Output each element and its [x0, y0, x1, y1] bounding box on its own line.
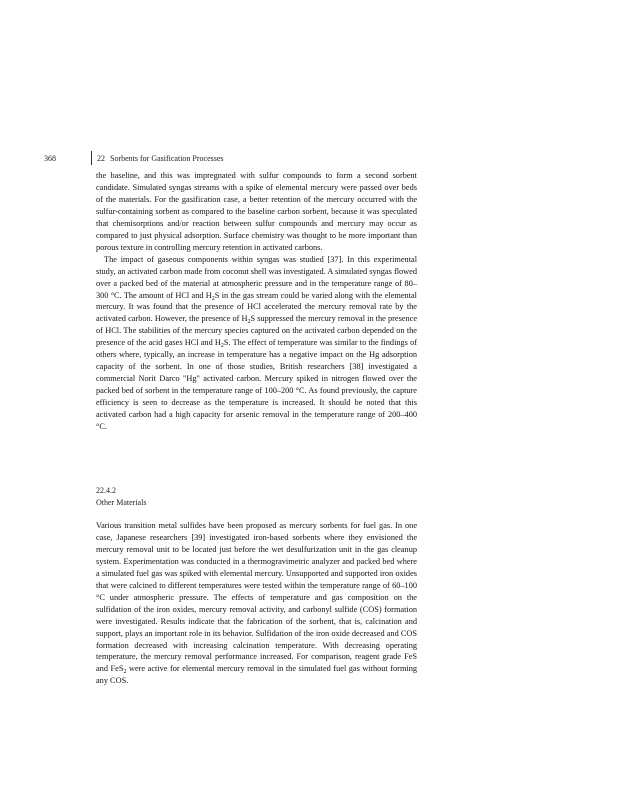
paragraph-text: the baseline, and this was impregnated with sulfur compounds to form a second sorbent candidate. Simulated syngas streams with a spike of elemental mercury were passed over beds of the materials. For the gasification case, a better retention of the mercury occurred with the sulfur-containing sorbent as compared to the baseline carbon sorbent, because it was speculated that chemisorptions and/or reaction between sulfur compounds and mercury may occur as compared to just physical adsorption. Surface chemistry was thought to be more important than porous texture in controlling mercury retention in activated carbons.	[96, 171, 417, 252]
header-divider	[91, 151, 92, 165]
paragraph	[96, 254, 417, 433]
subscript: 2	[220, 343, 224, 350]
paragraph-text: S in the gas stream could be varied along with the elemental mercury. It was found that the presence of HCl accelerated the mercury removal rate by the activated carbon. However, the presence of H	[96, 290, 417, 324]
body-text-top	[96, 170, 417, 433]
subscript: 2	[123, 669, 127, 676]
body-text-bottom	[96, 520, 417, 687]
page-number: 368	[44, 154, 56, 163]
paragraph-text: S suppressed the mercury removal in the presence of HCl. The stabilities of the mercury species captured on the activated carbon depended on the presence of the acid gases HCl and H	[96, 314, 417, 348]
paragraph-text: The impact of gaseous components within syngas was studied [37]. In this experimental study, an activated carbon made from coconut shell was investigated. A simulated syngas flowed over a packed bed of the material at atmospheric pressure and in the temperature range of 80–300 °C. The amount of HCl and H	[96, 254, 417, 300]
paragraph-text: S. The effect of temperature was similar to the findings of others where, typically, an increase in temperature has a negative impact on the Hg adsorption capacity of the sorbent. In one of those studies, British researchers [38] investigated a commercial Norit Darco "Hg" activated carbon. Mercury spiked in nitrogen flowed over the packed bed of sorbent in the temperature range of 100–200 °C. As found previously, the capture efficiency is seen to decrease as the temperature is increased. It should be noted that this activated carbon had a high capacity for arsenic removal in the temperature range of 200–400 °C.	[96, 338, 417, 432]
section-number: 22.4.2	[96, 486, 116, 495]
section-title: Other Materials	[96, 498, 147, 507]
subscript: 2	[247, 319, 251, 326]
subscript: 2	[211, 295, 215, 302]
running-header	[44, 151, 524, 165]
paragraph-text: were active for elemental mercury removal in the simulated fuel gas without forming any COS.	[96, 664, 418, 686]
paragraph-text: Various transition metal sulfides have been proposed as mercury sorbents for fuel gas. In one case, Japanese researchers [39] investigated iron-based sorbents where they envisioned the mercury removal unit to be located just before the wet desulfurization unit in the gas cleanup system. Experimentation was conducted in a thermogravimetric analyzer and packed bed where a simulated fuel gas was spiked with elemental mercury. Unsupported and supported iron oxides that were calcined to different temperatures were tested within the temperature range of 60–100 °C under atmospheric pressure. The effects of temperature and gas composition on the sulfidation of the iron oxides, mercury removal activity, and carbonyl sulfide (COS) formation were investigated. Results indicate that the fabrication of the sorbent, that is, calcination and support, plays an important role in its behavior. Sulfidation of the iron oxide decreased and COS formation decreased with increasing calcination temperature. With decreasing operating temperature, the mercury removal performance increased. For comparison, reagent grade FeS and FeS	[96, 521, 417, 674]
paragraph	[96, 170, 417, 254]
running-title: Sorbents for Gasification Processes	[110, 154, 224, 163]
paragraph	[96, 520, 417, 687]
chapter-number: 22	[97, 154, 105, 163]
